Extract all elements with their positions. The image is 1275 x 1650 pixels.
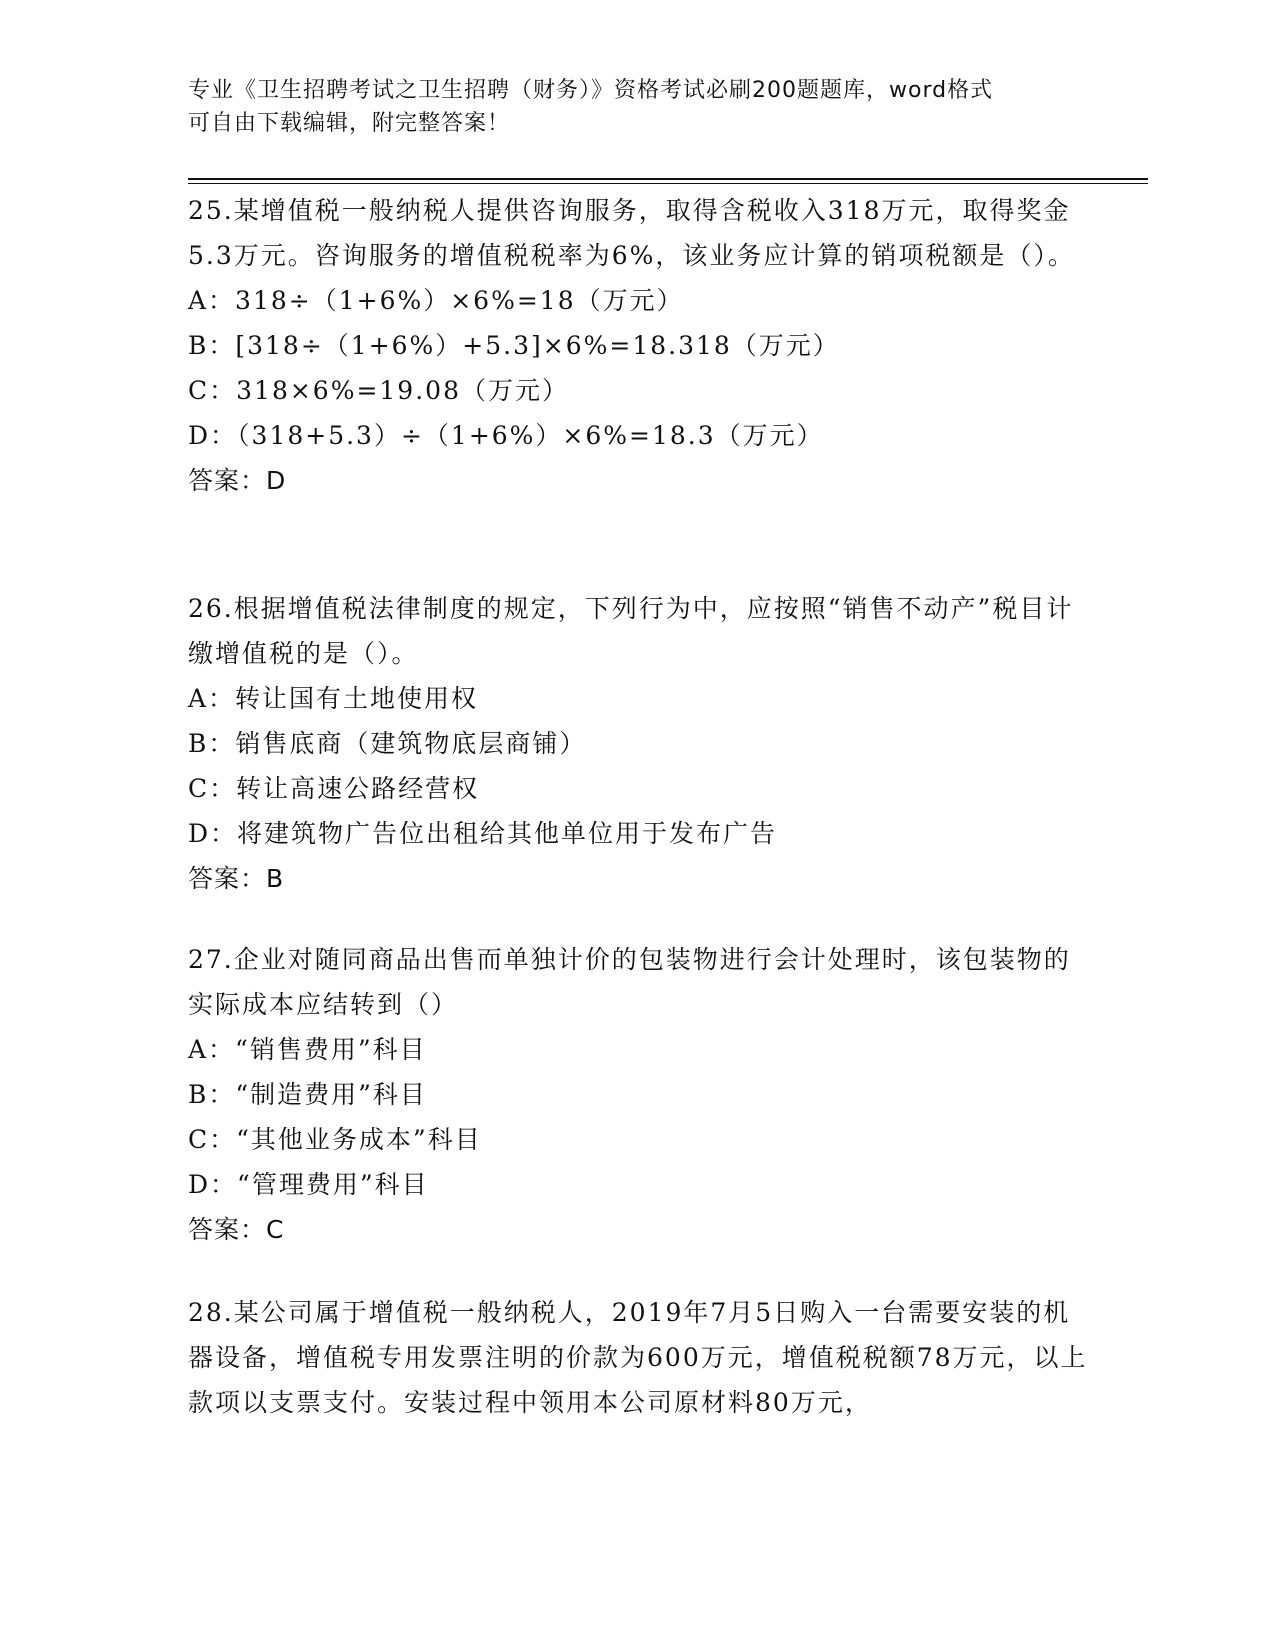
option-d: D：将建筑物广告位出租给其他单位用于发布广告	[188, 819, 778, 848]
header-line-1: 专业《卫生招聘考试之卫生招聘（财务）》资格考试必刷200题题库，word格式	[188, 78, 994, 103]
option-b: B：销售底商（建筑物底层商铺）	[188, 729, 587, 758]
option-b: B：“制造费用”科目	[188, 1080, 427, 1109]
answer-line: 答案：C	[188, 1215, 285, 1244]
question-stem: 28.某公司属于增值税一般纳税人，2019年7月5日购入一台需要安装的机器设备，增值税专用发票注明的价款为600万元，增值税税额78万元，以上款项以支票支付。安装过程中领用本公司原材料80万元，	[188, 1298, 1088, 1417]
answer-line: 答案：D	[188, 466, 287, 495]
header-line-2: 可自由下载编辑，附完整答案！	[188, 111, 511, 136]
option-c: C：318×6%=19.08（万元）	[188, 376, 569, 405]
question-stem: 27.企业对随同商品出售而单独计价的包装物进行会计处理时，该包装物的实际成本应结转到（）	[188, 945, 1071, 1019]
header-rule-thin	[188, 183, 1148, 184]
answer-line: 答案：B	[188, 864, 285, 893]
option-a: A：318÷（1+6%）×6%=18（万元）	[188, 286, 684, 315]
document-header	[188, 74, 1088, 140]
header-rule-thick	[188, 178, 1148, 180]
option-d: D：（318+5.3）÷（1+6%）×6%=18.3（万元）	[188, 421, 824, 450]
option-c: C：转让高速公路经营权	[188, 774, 480, 803]
option-c: C：“其他业务成本”科目	[188, 1125, 482, 1154]
option-b: B：[318÷（1+6%）+5.3]×6%=18.318（万元）	[188, 331, 840, 360]
question-25	[188, 188, 1088, 504]
question-stem: 26.根据增值税法律制度的规定，下列行为中，应按照“销售不动产”税目计缴增值税的是（）。	[188, 594, 1074, 668]
option-a: A：“销售费用”科目	[188, 1035, 427, 1064]
question-28	[188, 1290, 1088, 1425]
question-stem: 25.某增值税一般纳税人提供咨询服务，取得含税收入318万元，取得奖金5.3万元。咨询服务的增值税税率为6%，该业务应计算的销项税额是（）。	[188, 196, 1075, 270]
question-27	[188, 937, 1088, 1253]
option-d: D：“管理费用”科目	[188, 1170, 429, 1199]
option-a: A：转让国有土地使用权	[188, 684, 479, 713]
question-26	[188, 586, 1088, 902]
